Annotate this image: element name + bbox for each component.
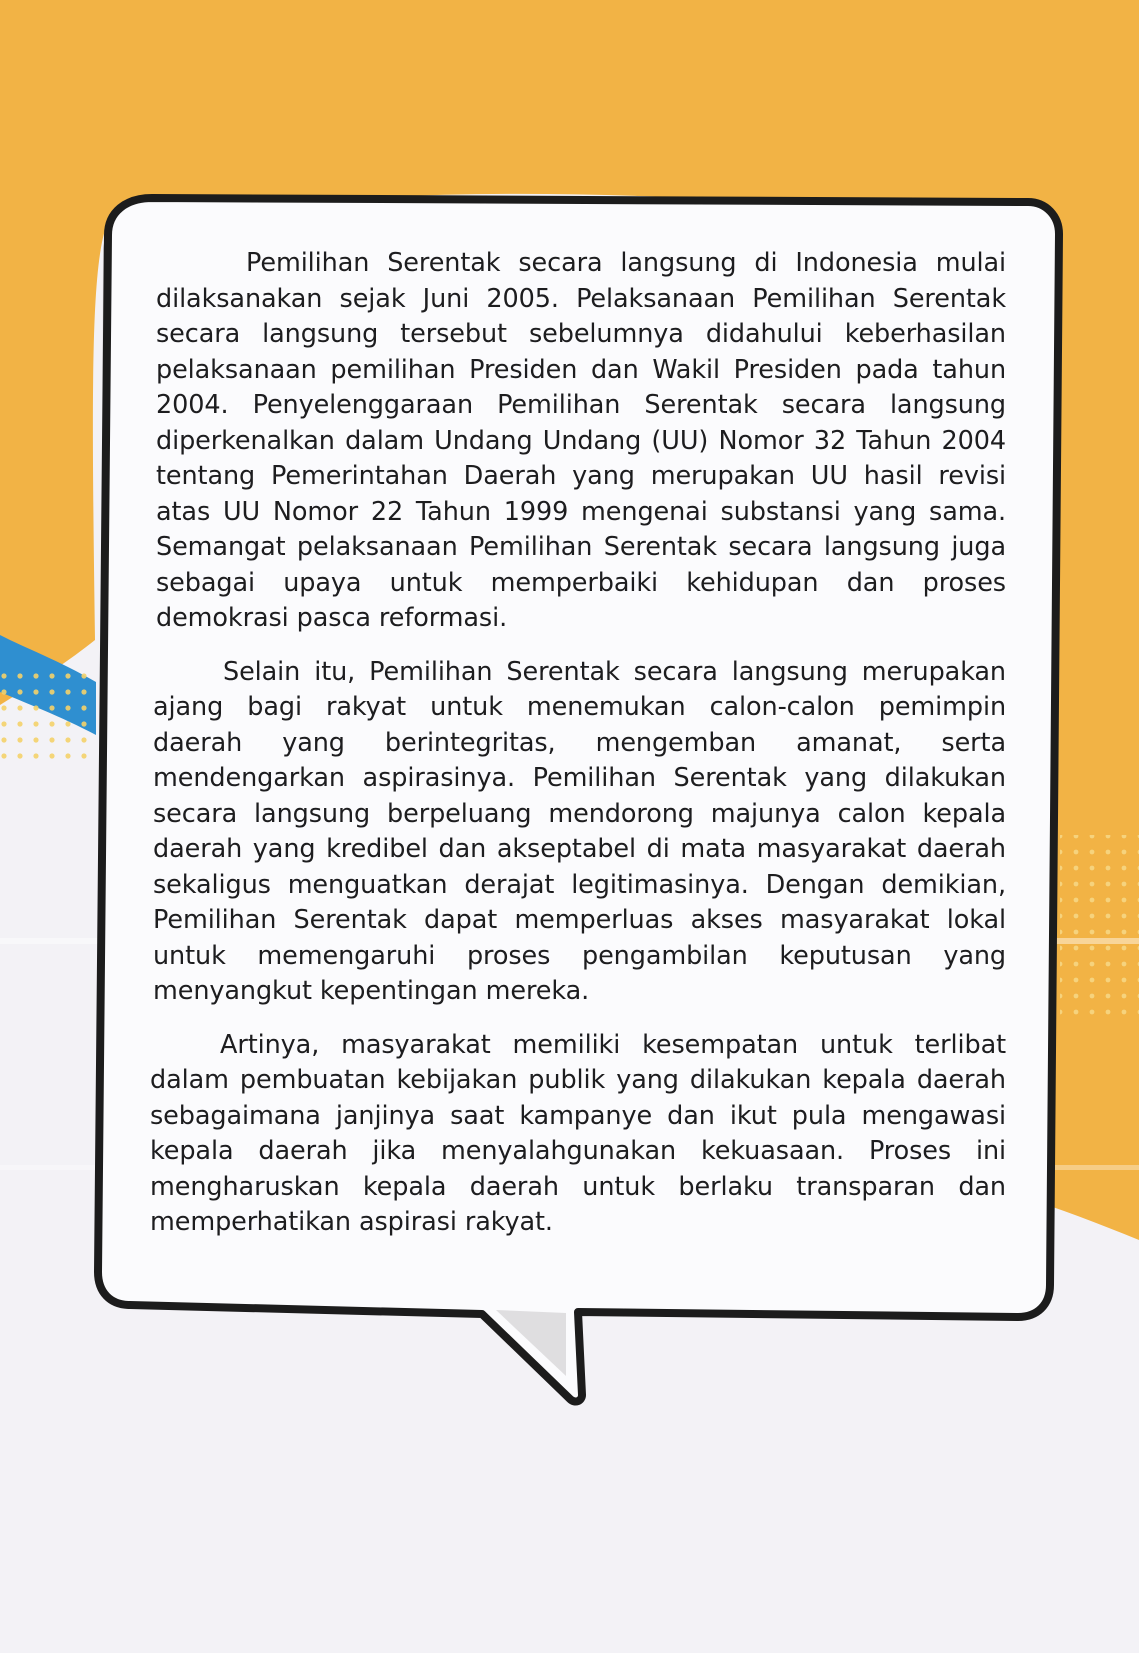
paragraph-3: Artinya, masyarakat memiliki kesempatan untuk terlibat dalam pembuatan kebijakan publik yang dilakukan kepala daerah sebagaimana janjinya saat kampanye dan ikut pula mengawasi kepala daerah jika menyalahgunakan kekuasaan. Proses ini mengharuskan kepala daerah untuk berlaku transparan dan memperhatikan aspirasi rakyat. [150,1029,1006,1237]
document-text-body [150,246,1006,1259]
paragraph-1: Pemilihan Serentak secara langsung di Indonesia mulai dilaksanakan sejak Juni 2005. Pelaksanaan Pemilihan Serentak secara langsung tersebut sebelumnya didahului keberhasilan pelaksanaan pemilihan Presiden dan Wakil Presiden pada tahun 2004. Penyelenggaraan Pemilihan Serentak secara langsung diperkenalkan dalam Undang Undang (UU) Nomor 32 Tahun 2004 tentang Pemerintahan Daerah yang merupakan UU hasil revisi atas UU Nomor 22 Tahun 1999 mengenai substansi yang sama. Semangat pelaksanaan Pemilihan Serentak secara langsung juga sebagai upaya untuk memperbaiki kehidupan dan proses demokrasi pasca reformasi. [156,248,1006,633]
paragraph-2: Selain itu, Pemilihan Serentak secara langsung merupakan ajang bagi rakyat untuk menemukan calon-calon pemimpin daerah yang berintegritas, mengemban amanat, serta mendengarkan aspirasinya. Pemilihan Serentak yang dilakukan secara langsung berpeluang mendorong majunya calon kepala daerah yang kredibel dan akseptabel di mata masyarakat daerah sekaligus menguatkan derajat legitimasinya. Dengan demikian, Pemilihan Serentak dapat memperluas akses masyarakat lokal untuk memengaruhi proses pengambilan keputusan yang menyangkut kepentingan mereka. [153,656,1006,1006]
